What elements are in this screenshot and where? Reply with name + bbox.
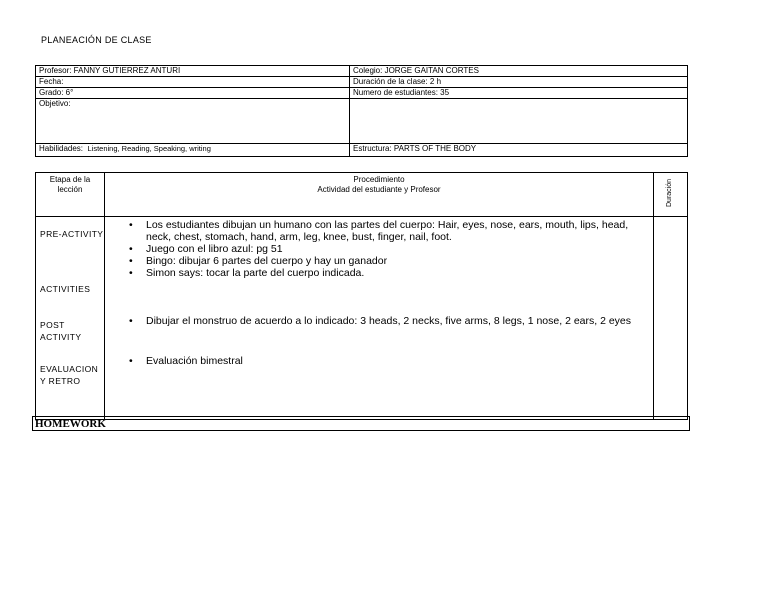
procedure-header-line1: Procedimiento xyxy=(353,175,405,184)
stage-header: Etapa de la lección xyxy=(36,173,105,217)
grado-cell: Grado: 6° xyxy=(36,88,350,99)
estructura-cell: Estructura: PARTS OF THE BODY xyxy=(350,144,688,157)
duration-cell xyxy=(654,217,688,420)
objetivo-cell: Objetivo: xyxy=(36,99,350,144)
colegio-cell: Colegio: JORGE GAITAN CORTES xyxy=(350,66,688,77)
duration-header xyxy=(654,173,688,217)
procedure-header xyxy=(105,173,654,217)
stage-post-activity: POST ACTIVITY xyxy=(40,320,82,342)
habilidades-value: Listening, Reading, Speaking, writing xyxy=(87,144,211,153)
post-activity-list xyxy=(105,315,649,327)
list-item: • Evaluación bimestral xyxy=(146,355,649,367)
list-item: • Dibujar el monstruo de acuerdo a lo indicado: 3 heads, 2 necks, five arms, 8 legs, 1 nose, 2 ears, 2 eyes xyxy=(146,315,649,327)
list-item: • Simon says: tocar la parte del cuerpo indicada. xyxy=(146,267,649,279)
activity-list xyxy=(105,219,649,279)
list-item: • Bingo: dibujar 6 partes del cuerpo y hay un ganador xyxy=(146,255,649,267)
stage-activities: ACTIVITIES xyxy=(40,284,91,294)
evaluation-list xyxy=(105,355,649,367)
list-item: • Juego con el libro azul: pg 51 xyxy=(146,243,649,255)
habilidades-cell xyxy=(36,144,350,157)
stage-evaluacion: EVALUACION Y RETRO xyxy=(40,364,99,386)
fecha-cell: Fecha: xyxy=(36,77,350,88)
profesor-cell: Profesor: FANNY GUTIERREZ ANTURI xyxy=(36,66,350,77)
header-table xyxy=(35,65,688,157)
activities-cell xyxy=(105,217,654,420)
stage-pre-activity: PRE-ACTIVITY xyxy=(40,229,104,239)
duration-header-text: Duración xyxy=(666,178,674,208)
homework-row: HOMEWORK xyxy=(32,416,690,431)
stages-cell xyxy=(36,217,105,420)
objetivo-right-cell xyxy=(350,99,688,144)
habilidades-label: Habilidades: xyxy=(39,144,84,153)
numero-estudiantes-cell: Numero de estudiantes: 35 xyxy=(350,88,688,99)
procedure-table xyxy=(35,172,688,420)
list-item: • Los estudiantes dibujan un humano con las partes del cuerpo: Hair, eyes, nose, ears, mouth, lips, head, neck, chest, stomach, hand, arm, leg, knee, bust, finger, nail, foot. xyxy=(146,219,649,243)
procedure-header-line2: Actividad del estudiante y Profesor xyxy=(317,185,441,194)
duracion-cell: Duración de la clase: 2 h xyxy=(350,77,688,88)
document-title: PLANEACIÓN DE CLASE xyxy=(41,35,152,45)
